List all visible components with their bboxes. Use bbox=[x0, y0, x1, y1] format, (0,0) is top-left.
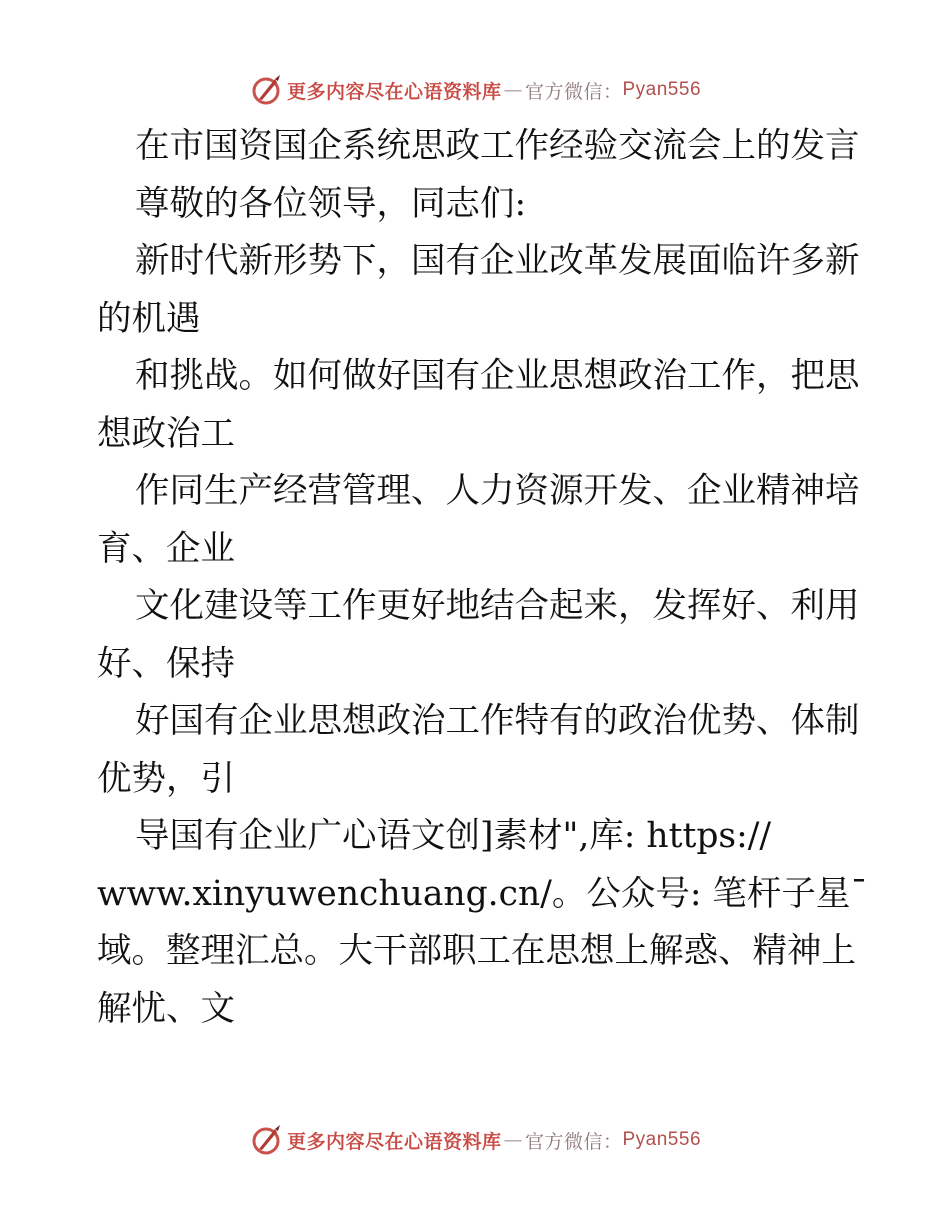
document-title: 在市国资国企系统思政工作经验交流会上的发言 bbox=[135, 126, 860, 166]
quill-logo-icon bbox=[249, 1123, 283, 1157]
document-body bbox=[97, 118, 868, 1038]
paragraph-line: 好、保持 bbox=[97, 643, 235, 684]
salutation: 尊敬的各位领导，同志们: bbox=[135, 183, 527, 224]
paragraph-line: 好国有企业思想政治工作特有的政治优势、体制 bbox=[135, 701, 860, 741]
watermark-wechat-id: Pyan556 bbox=[622, 1129, 702, 1150]
watermark-dash: — bbox=[503, 79, 523, 101]
paragraph-line: 作同生产经营管理、人力资源开发、企业精神培 bbox=[135, 471, 860, 511]
paragraph-line: 和挑战。如何做好国有企业思想政治工作，把思 bbox=[135, 356, 860, 396]
paragraph-line: 文化建设等工作更好地结合起来，发挥好、利用 bbox=[135, 586, 860, 626]
paragraph-line: 新时代新形势下，国有企业改革发展面临许多新 bbox=[135, 241, 860, 281]
paragraph-line: www.xinyuwenchuang.cn/。公众号: 笔杆子星¯ bbox=[97, 873, 868, 914]
paragraph-line: 的机遇 bbox=[97, 298, 201, 339]
watermark-main-text: 更多内容尽在心语资料库 bbox=[286, 1130, 502, 1153]
watermark-main-text: 更多内容尽在心语资料库 bbox=[286, 80, 502, 103]
watermark-dash: — bbox=[503, 1129, 523, 1151]
watermark-sub-text: 官方微信： bbox=[524, 1130, 623, 1153]
watermark-wechat-id: Pyan556 bbox=[622, 79, 702, 100]
paragraph-line: 优势，引 bbox=[97, 758, 235, 799]
header-watermark bbox=[0, 72, 950, 108]
paragraph-line: 域。整理汇总。大干部职工在思想上解惑、精神上 bbox=[97, 931, 856, 971]
quill-logo-icon bbox=[249, 73, 283, 107]
footer-watermark bbox=[0, 1122, 950, 1158]
paragraph-line: 解忧、文 bbox=[97, 988, 235, 1029]
paragraph-line: 导国有企业广心语文创]素材",库: https:// bbox=[135, 816, 771, 856]
paragraph-line: 想政治工 bbox=[97, 413, 235, 454]
watermark-sub-text: 官方微信： bbox=[524, 80, 623, 103]
paragraph-line: 育、企业 bbox=[97, 528, 235, 569]
